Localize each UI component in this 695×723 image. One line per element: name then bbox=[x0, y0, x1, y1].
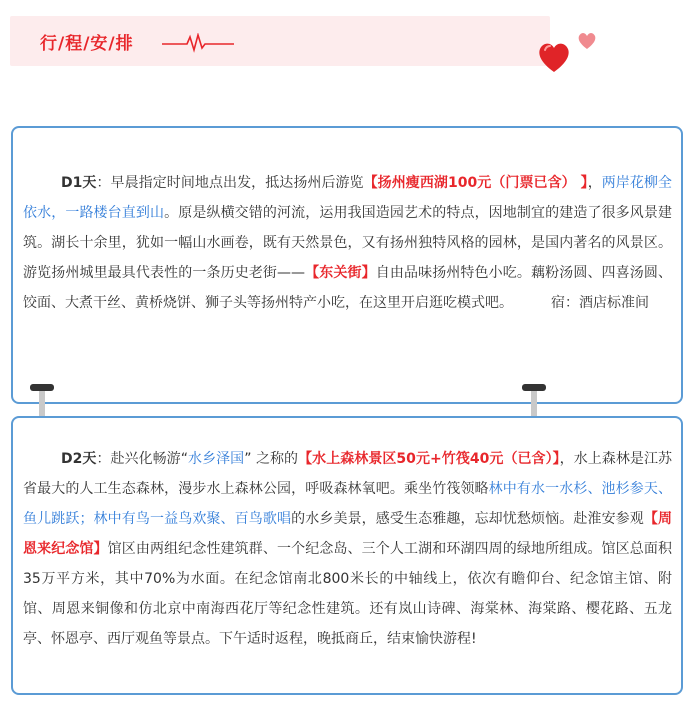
section-header bbox=[10, 16, 550, 66]
day2-scenery-quote: 林中有水一水杉、池杉参天、鱼儿跳跃；林中有鸟一益鸟欢聚、百鸟歌唱 bbox=[23, 481, 673, 527]
day2-text-2: ” 之称的 bbox=[244, 451, 299, 467]
day2-highlight-water-forest: 【水上森林景区50元+竹筏40元（已含）】 bbox=[298, 451, 560, 467]
day1-label: D1天 bbox=[61, 175, 97, 191]
day2-text-3: ，水上森林是江苏省最大的人工生态森林，漫步水上森林公园，呼吸森林氧吧。乘坐竹筏领略 bbox=[23, 451, 672, 497]
day2-text-5: 馆区由两组纪念性建筑群、一个纪念岛、三个人工湖和环湖四周的绿地所组成。馆区总面积35万平方米，其中70%为水面。在纪念馆南北800米长的中轴线上，依次有瞻仰台、纪念馆主馆、附馆、周恩来铜像和仿北京中南海西花厅等纪念性建筑。还有岚山诗碑、海棠林、海棠路、樱花路、五龙亭、怀恩亭、西厅观鱼等景点。下午适时返程，晚抵商丘，结束愉快游程! bbox=[23, 541, 673, 647]
day2-description bbox=[23, 444, 672, 654]
day1-text-4: 自由品味扬州特色小吃。藕粉汤圆、四喜汤圆、饺面、大煮干丝、黄桥烧饼、狮子头等扬州特产小吃，在这里开启逛吃模式吧。 bbox=[23, 265, 673, 311]
day2-text-1: ：赴兴化畅游“ bbox=[96, 451, 188, 467]
hearts-icon bbox=[536, 28, 606, 78]
day1-quote: 两岸花柳全依水，一路楼台直到山 bbox=[23, 175, 672, 221]
day2-highlight-memorial: 【周恩来纪念馆】 bbox=[23, 511, 673, 557]
heartbeat-line-icon bbox=[162, 33, 234, 53]
day1-card bbox=[11, 126, 683, 404]
section-title: 行/程/安/排 bbox=[40, 34, 134, 54]
day1-text-3: 。原是纵横交错的河流，运用我国造园艺术的特点，因地制宜的建造了很多风景建筑。湖长十余里，犹如一幅山水画卷，既有天然景色，又有扬州独特风格的园林，是国内著名的风景区。游览扬州城里最具代表性的一条历史老街—— bbox=[23, 205, 673, 281]
day1-highlight-slender-west-lake: 【扬州瘦西湖100元（门票已含） 】 bbox=[363, 175, 588, 191]
day2-label: D2天 bbox=[61, 451, 97, 467]
day2-card bbox=[11, 416, 683, 695]
day1-text-1: ：早晨指定时间地点出发，抵达扬州后游览 bbox=[96, 175, 364, 191]
day2-quote-water-town: 水乡泽国 bbox=[187, 451, 245, 467]
day2-text-4: 的水乡美景，感受生态雅趣，忘却忧愁烦恼。赴淮安参观 bbox=[291, 511, 644, 527]
day1-highlight-dongguan-street: 【东关街】 bbox=[305, 265, 376, 281]
day1-description bbox=[23, 168, 672, 318]
day1-text-2: ， bbox=[587, 175, 602, 191]
day1-lodging: 宿：酒店标准间 bbox=[551, 295, 649, 311]
